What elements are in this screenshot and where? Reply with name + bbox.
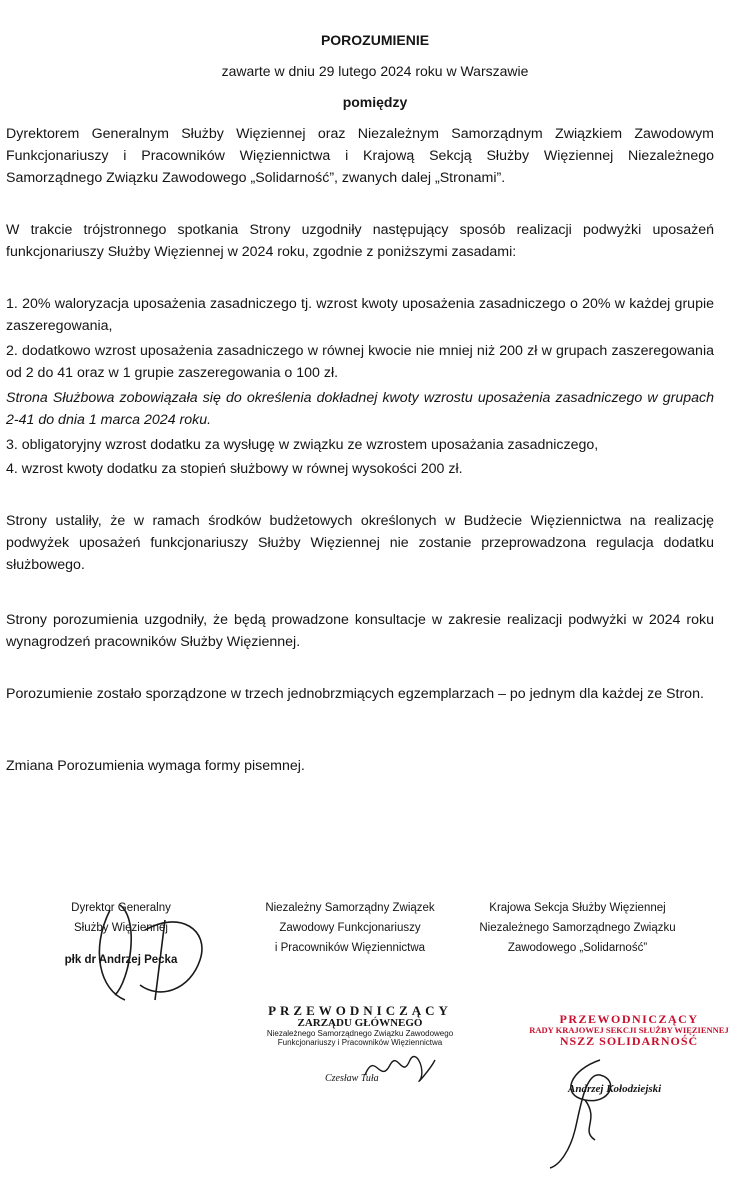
solidarnosc-line2: Niezależnego Samorządnego Związku: [479, 922, 676, 934]
signature-block-nszzfipw: [250, 898, 450, 958]
change-paragraph: Zmiana Porozumienia wymaga formy pisemnej.: [6, 758, 305, 774]
between-label: pomiędzy: [342, 94, 408, 110]
consultation-paragraph: Strony porozumienia uzgodniły, że będą prowadzone konsultacje w zakresie realizacji podwyżki w 2024 roku wynagrodzeń pracowników Służby Więziennej.: [6, 612, 714, 650]
signature-block-solidarnosc: [470, 898, 685, 958]
stamp-solidarnosc-line1: PRZEWODNICZĄCY: [559, 1012, 699, 1026]
stamp-zarzad-line2: ZARZĄDU GŁÓWNEGO: [297, 1017, 423, 1029]
director-title-line1: Dyrektor Generalny: [71, 902, 171, 914]
stamp-solidarnosc-line3: NSZZ SOLIDARNOŚĆ: [559, 1034, 699, 1048]
document-title: POROZUMIENIE: [320, 32, 430, 48]
point-4: 4. wzrost kwoty dodatku za stopień służbowy w równej wysokości 200 zł.: [6, 461, 463, 477]
chairman-solidarnosc-signature: [540, 1050, 650, 1170]
stamp-zarzad-line3: Niezależnego Samorządnego Związku Zawodowego: [266, 1029, 454, 1038]
intro-paragraph: W trakcie trójstronnego spotkania Strony uzgodniły następujący sposób realizacji podwyżki uposażeń funkcjonariuszy Służby Więziennej w 2024 roku, zgodnie z poniższymi zasadami:: [6, 222, 714, 260]
chairman-stamp-solidarnosc: [518, 1013, 740, 1047]
stamp-zarzad-name: Czesław Tuła: [325, 1073, 379, 1084]
stamp-solidarnosc-name: Andrzej Kołodziejski: [568, 1083, 662, 1095]
copies-paragraph: Porozumienie zostało sporządzone w trzech jednobrzmiących egzemplarzach – po jednym dla każdej ze Stron.: [6, 686, 704, 702]
nszzfipw-line3: i Pracowników Więziennictwa: [274, 942, 426, 954]
stamp-zarzad-line1: PRZEWODNICZĄCY: [268, 1003, 452, 1018]
nszzfipw-line2: Zawodowy Funkcjonariuszy: [279, 922, 421, 934]
solidarnosc-line3: Zawodowego „Solidarność”: [507, 942, 648, 954]
point-2: 2. dodatkowo wzrost uposażenia zasadniczego w równej kwocie nie mniej niż 200 zł w grupach zaszeregowania od 2 do 41 oraz w 1 grupie zaszeregowania o 100 zł.: [6, 343, 714, 381]
director-name: płk dr Andrzej Pecka: [64, 954, 178, 966]
service-note: Strona Służbowa zobowiązała się do określenia dokładnej kwoty wzrostu uposażenia zasadniczego w grupach 2-41 do dnia 1 marca 2024 roku.: [6, 390, 714, 428]
document-subtitle: zawarte w dniu 29 lutego 2024 roku w Warszawie: [221, 63, 529, 79]
budget-paragraph: Strony ustaliły, że w ramach środków budżetowych określonych w Budżecie Więziennictwa na realizację podwyżek uposażeń funkcjonariuszy Służby Więziennej nie zostanie przeprowadzona regulacja dodatku służbowego.: [6, 513, 714, 573]
parties-paragraph: Dyrektorem Generalnym Służby Więziennej oraz Niezależnym Samorządnym Związkiem Zawodowym Funkcjonariuszy i Pracowników Więziennictwa i Krajową Sekcją Służby Więziennej Niezależnego Samorządnego Związku Zawodowego „Solidarność”, zwanych dalej „Stronami”.: [6, 126, 714, 186]
director-title-line2: Służby Więziennej: [74, 922, 168, 934]
chairman-zarzad-signature: [360, 1040, 440, 1090]
nszzfipw-line1: Niezależny Samorządny Związek: [265, 902, 435, 914]
director-signature: [70, 890, 230, 1010]
stamp-zarzad-line4: Funkcjonariuszy i Pracowników Więziennictwa: [277, 1038, 443, 1047]
point-1: 1. 20% waloryzacja uposażenia zasadniczego tj. wzrost kwoty uposażenia zasadniczego o 20% w każdej grupie zaszeregowania,: [6, 296, 714, 334]
stamp-solidarnosc-line2: RADY KRAJOWEJ SEKCJI SŁUŻBY WIĘZIENNEJ: [529, 1025, 729, 1035]
point-3: 3. obligatoryjny wzrost dodatku za wysługę w związku ze wzrostem uposażania zasadniczego,: [6, 437, 599, 453]
solidarnosc-line1: Krajowa Sekcja Służby Więziennej: [489, 902, 666, 914]
